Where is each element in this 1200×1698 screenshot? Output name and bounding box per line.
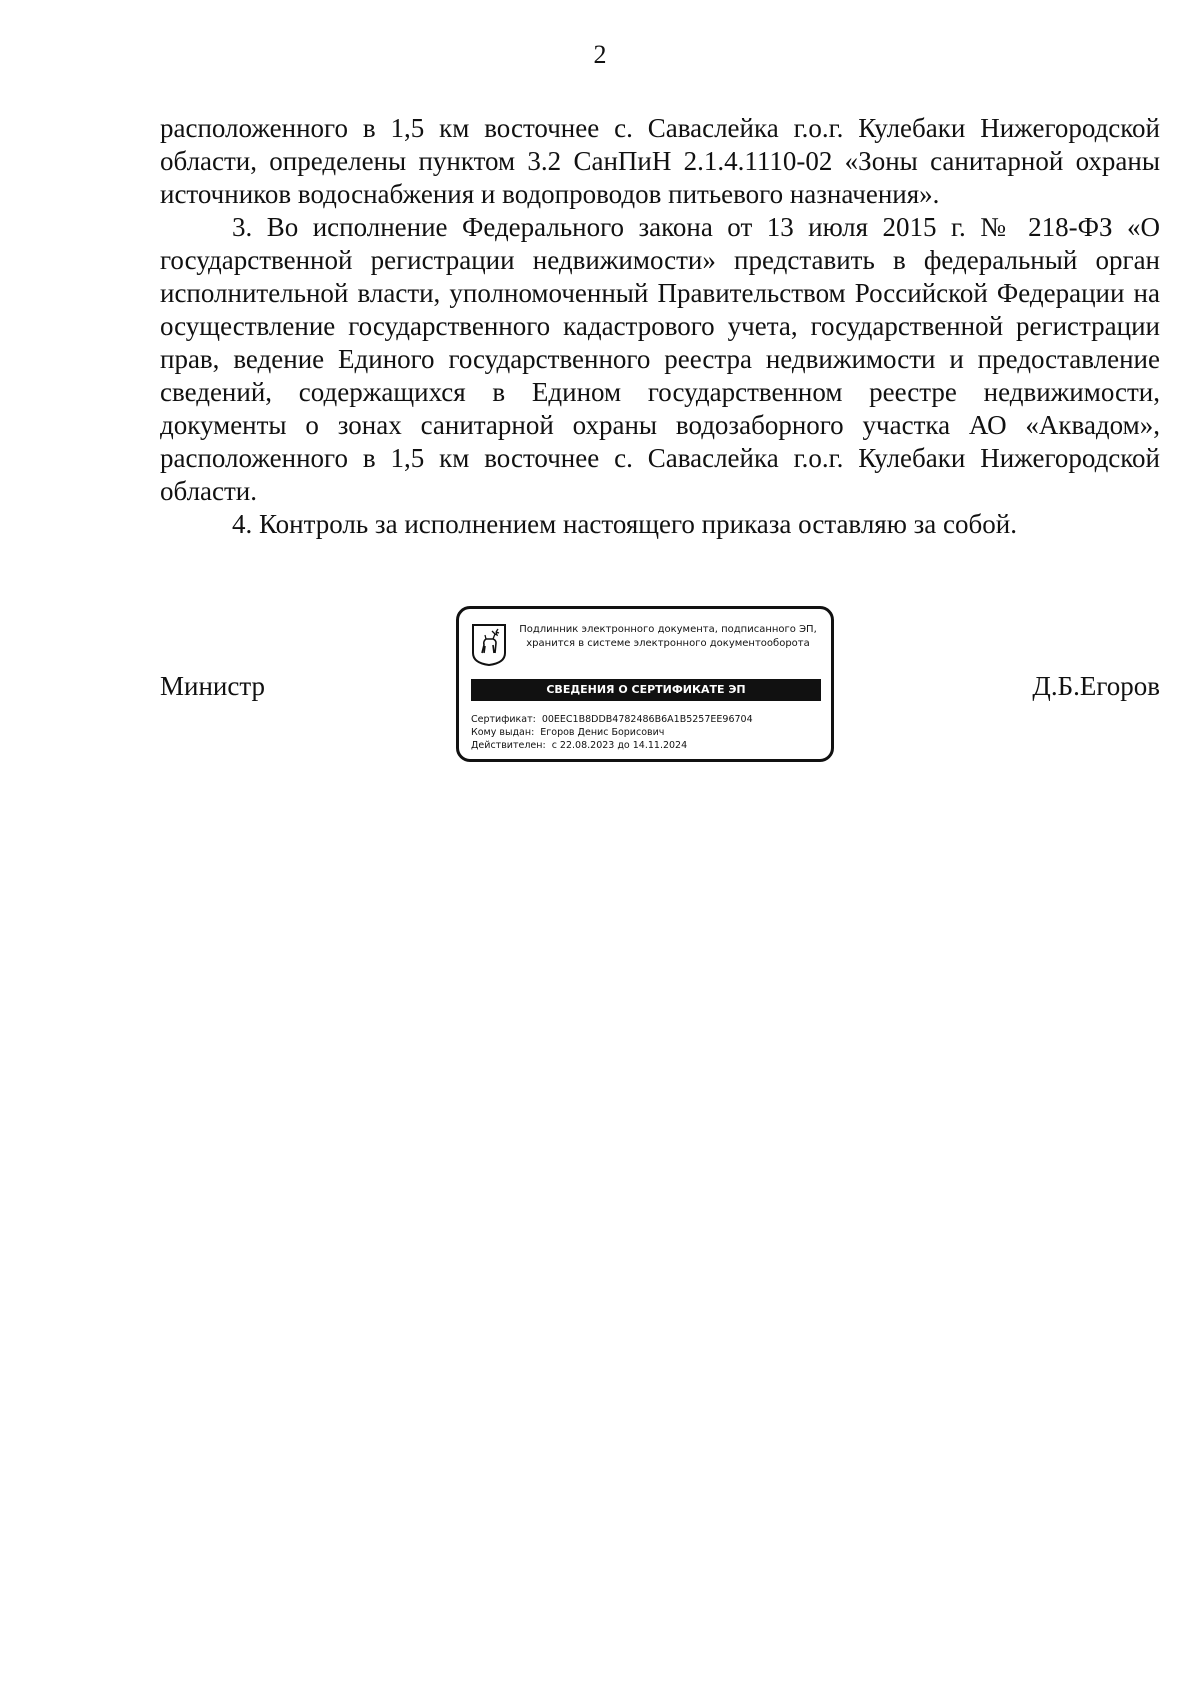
document-body [160, 112, 1160, 541]
stamp-header-line-2: хранится в системе электронного документооборота [526, 638, 810, 649]
issued-to-label: Кому выдан: [471, 727, 535, 738]
stamp-header [513, 623, 823, 651]
paragraph-item-4: 4. Контроль за исполнением настоящего приказа оставляю за собой. [232, 509, 1017, 539]
stamp-validity-line [471, 739, 821, 752]
certificate-value: 00EEC1B8DDB4782486B6A1B5257EE96704 [541, 714, 753, 725]
stamp-header-line-1: Подлинник электронного документа, подписанного ЭП, [519, 624, 817, 635]
electronic-signature-stamp [456, 606, 834, 762]
validity-value: с 22.08.2023 до 14.11.2024 [551, 740, 688, 751]
signatory-title: Министр [160, 671, 265, 701]
page-number: 2 [593, 40, 607, 69]
stamp-certificate-line [471, 713, 821, 726]
stamp-details [471, 713, 821, 752]
certificate-label: Сертификат: [471, 714, 536, 725]
signature-block [160, 606, 1160, 776]
stamp-certificate-bar: СВЕДЕНИЯ О СЕРТИФИКАТЕ ЭП [471, 679, 821, 701]
paragraph-continuation: расположенного в 1,5 км восточнее с. Саваслейка г.о.г. Кулебаки Нижегородской области, определены пунктом 3.2 СанПиН 2.1.4.1110-02 «Зоны санитарной охраны источников водоснабжения и водопроводов питьевого назначения». [160, 113, 1160, 209]
stamp-issued-to-line [471, 726, 821, 739]
validity-label: Действителен: [471, 740, 546, 751]
signatory-name: Д.Б.Егоров [1032, 671, 1160, 701]
paragraph-item-3: 3. Во исполнение Федерального закона от 13 июля 2015 г. № 218-ФЗ «О государственной регистрации недвижимости» представить в федеральный орган исполнительной власти, уполномоченный Правительством Российской Федерации на осуществление государственного кадастрового учета, государственной регистрации прав, ведение Единого государственного реестра недвижимости и предоставление сведений, содержащихся в Едином государственном реестре недвижимости, документы о зонах санитарной охраны водозаборного участка АО «Аквадом», расположенного в 1,5 км восточнее с. Саваслейка г.о.г. Кулебаки Нижегородской области. [160, 212, 1160, 506]
nizhny-novgorod-deer-emblem-icon [471, 623, 507, 667]
issued-to-value: Егоров Денис Борисович [540, 727, 665, 738]
